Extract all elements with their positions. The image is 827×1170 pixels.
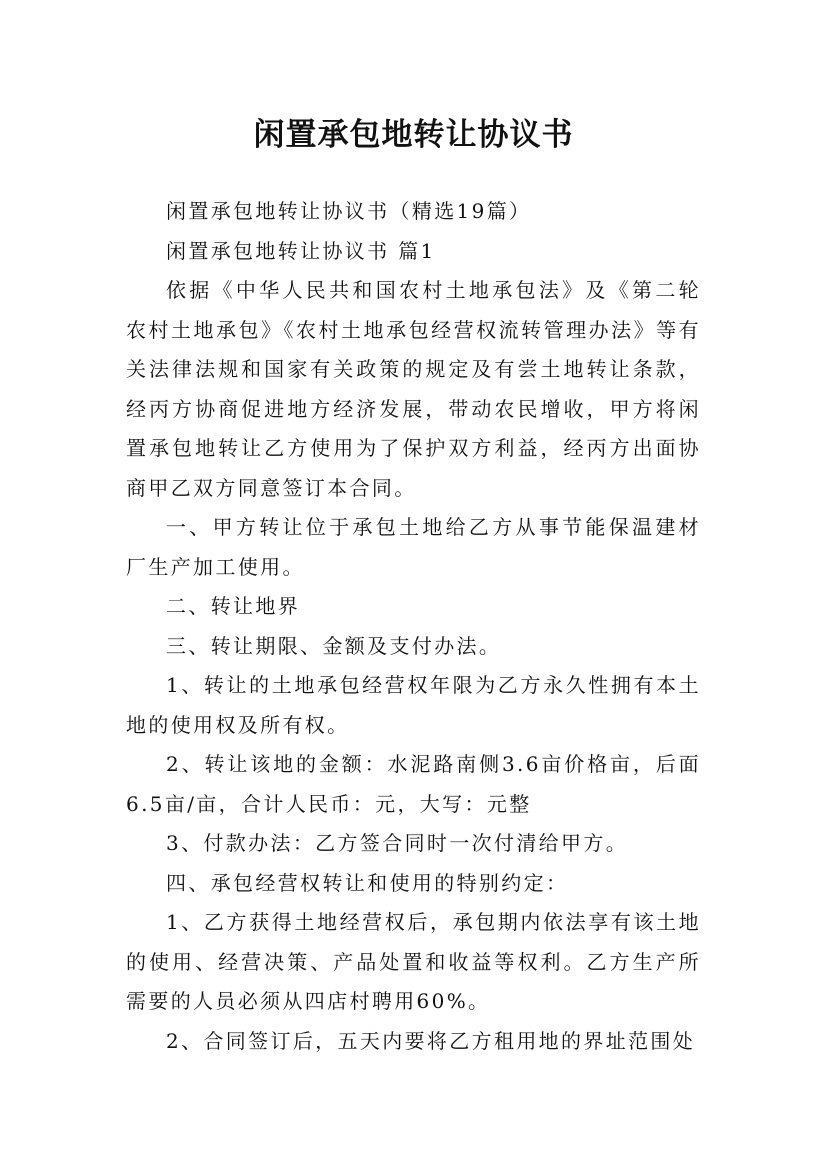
- paragraph-4: 一、甲方转让位于承包土地给乙方从事节能保温建材厂生产加工使用。: [126, 515, 701, 579]
- paragraph-2: 闲置承包地转让协议书 篇1: [166, 238, 436, 263]
- paragraph-7: 1、转让的土地承包经营权年限为乙方永久性拥有本土地的使用权及所有权。: [126, 673, 701, 737]
- paragraph-11: 1、乙方获得土地经营权后，承包期内依法享有该土地的使用、经营决策、产品处置和收益等权利。乙方生产所需要的人员必须从四店村聘用60%。: [126, 910, 701, 1013]
- paragraph-10: 四、承包经营权转让和使用的特别约定：: [166, 870, 569, 895]
- paragraph-9: 3、付款办法：乙方签合同时一次付清给甲方。: [166, 831, 629, 855]
- paragraph-3: 依据《中华人民共和国农村土地承包法》及《第二轮农村土地承包》《农村土地承包经营权流转管理办法》等有关法律法规和国家有关政策的规定及有尝土地转让条款，经丙方协商促进地方经济发展，带动农民增收，甲方将闲置承包地转让乙方使用为了保护双方利益，经丙方出面协商甲乙双方同意签订本合同。: [126, 278, 701, 500]
- paragraph-5: 二、转让地界: [166, 594, 301, 618]
- document-title: 闲置承包地转让协议书: [253, 116, 574, 153]
- paragraph-12: 2、合同签订后，五天内要将乙方租用地的界址范围处: [166, 1028, 696, 1053]
- paragraph-1: 闲置承包地转让协议书（精选19篇）: [166, 199, 532, 223]
- document-body: [126, 192, 701, 1061]
- paragraph-8: 2、转让该地的金额：水泥路南侧3.6亩价格亩，后面6.5亩/亩，合计人民币：元，大写：元整: [126, 752, 701, 816]
- paragraph-6: 三、转让期限、金额及支付办法。: [166, 633, 502, 658]
